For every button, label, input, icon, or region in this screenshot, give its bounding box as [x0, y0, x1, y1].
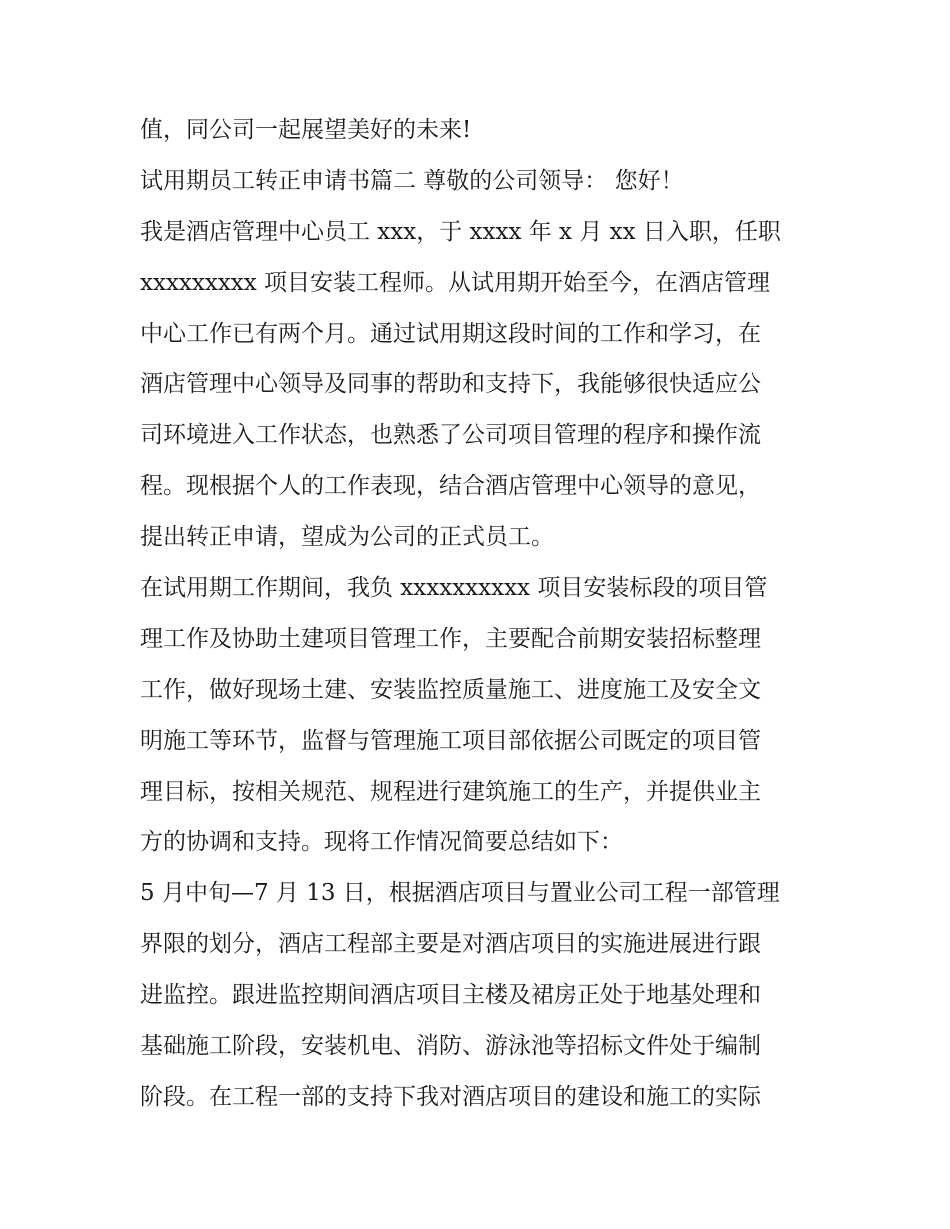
text-line: 中心工作已有两个月。通过试用期这段时间的工作和学习，在 — [140, 320, 761, 347]
text-line: 司环境进入工作状态，也熟悉了公司项目管理的程序和操作流 — [140, 422, 761, 449]
text-line: 我是酒店管理中心员工 xxx，于 xxxx 年 x 月 xx 日入职，任职 — [140, 218, 781, 245]
text-line: 酒店管理中心领导及同事的帮助和支持下，我能够很快适应公 — [140, 371, 761, 398]
text-line: 进监控。跟进监控期间酒店项目主楼及裙房正处于地基处理和 — [140, 982, 761, 1009]
text-line: 5 月中旬—7 月 13 日，根据酒店项目与置业公司工程一部管理 — [140, 880, 780, 907]
text-line: xxxxxxxxx 项目安装工程师。从试用期开始至今，在酒店管理 — [140, 269, 771, 296]
text-line: 工作，做好现场土建、安装监控质量施工、进度施工及安全文 — [140, 676, 761, 703]
text-line: 程。现根据个人的工作表现，结合酒店管理中心领导的意见， — [140, 473, 761, 500]
text-line: 明施工等环节，监督与管理施工项目部依据公司既定的项目管 — [140, 727, 761, 754]
text-line: 理目标，按相关规范、规程进行建筑施工的生产，并提供业主 — [140, 778, 761, 805]
text-line: 方的协调和支持。现将工作情况简要总结如下： — [140, 829, 623, 856]
text-line: 在试用期工作期间，我负 xxxxxxxxxx 项目安装标段的项目管 — [140, 575, 768, 602]
text-line: 理工作及协助土建项目管理工作，主要配合前期安装招标整理 — [140, 625, 761, 652]
text-line: 基础施工阶段，安装机电、消防、游泳池等招标文件处于编制 — [140, 1033, 761, 1060]
document-body — [140, 105, 820, 1123]
text-line: 值，同公司一起展望美好的未来! — [140, 117, 472, 143]
text-line: 提出转正申请，望成为公司的正式员工。 — [140, 524, 554, 551]
text-line: 阶段。在工程一部的支持下我对酒店项目的建设和施工的实际 — [140, 1083, 761, 1110]
text-line: 界限的划分，酒店工程部主要是对酒店项目的实施进展进行跟 — [140, 931, 761, 958]
section-heading-line: 试用期员工转正申请书篇二 尊敬的公司领导： 您好！ — [140, 167, 684, 194]
